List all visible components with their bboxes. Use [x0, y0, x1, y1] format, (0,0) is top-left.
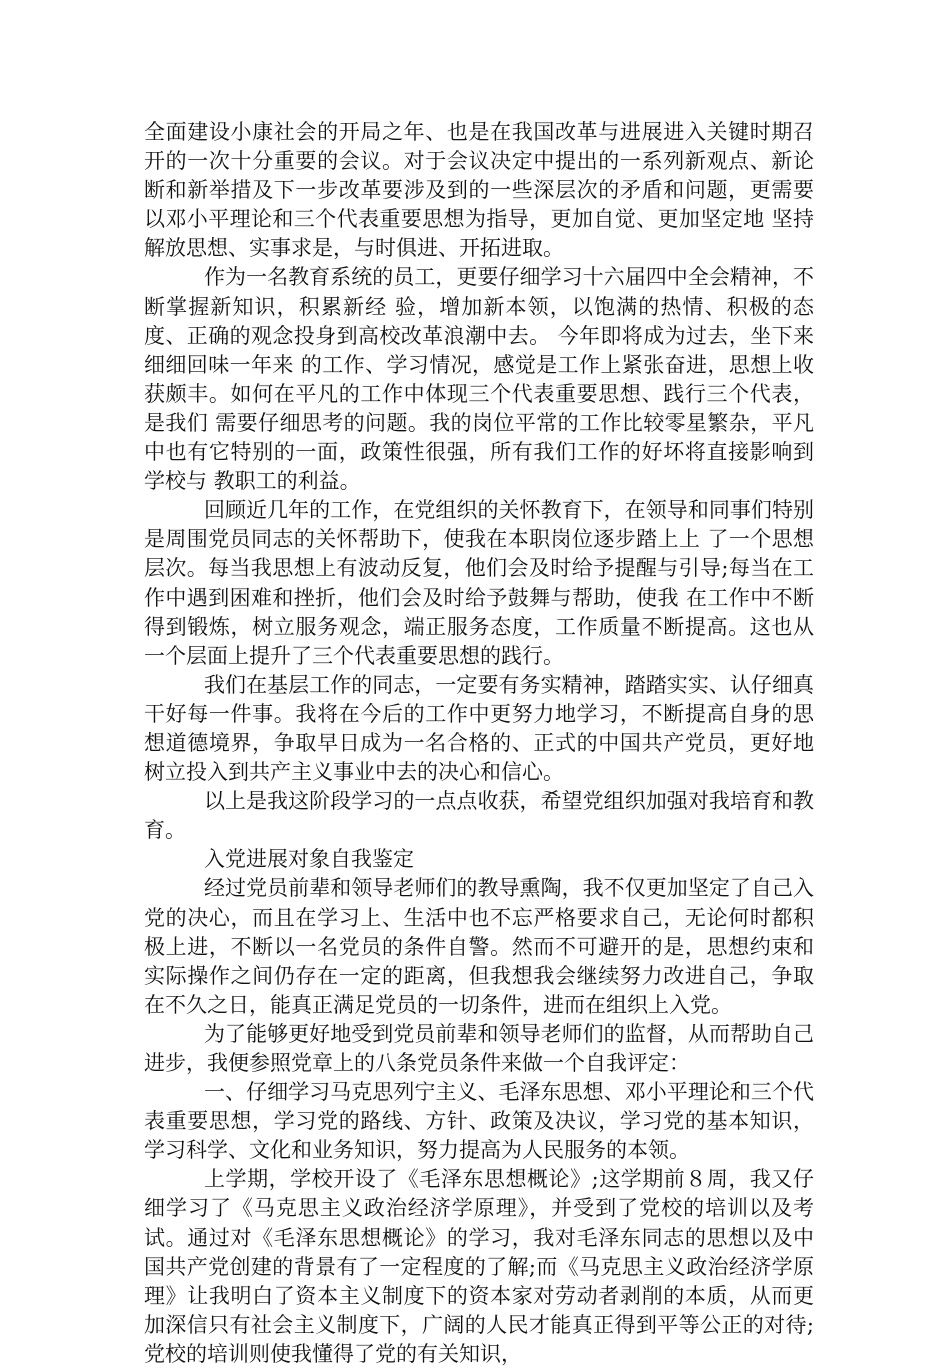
paragraph: 全面建设小康社会的开局之年、也是在我国改革与进展进入关键时期召开的一次十分重要的会议。对于会议决定中提出的一系列新观点、新论 断和新举措及下一步改革要涉及到的一些深层次的矛盾和问题，更需要以邓小平理论和三个代表重要思想为指导，更加自觉、更加坚定地 坚持解放思想、实事求是，与时俱进、开拓进取。	[144, 120, 814, 261]
paragraph: 回顾近几年的工作，在党组织的关怀教育下，在领导和同事们特别是周围党员同志的关怀帮助下，使我在本职岗位逐步踏上上 了一个思想层次。每当我思想上有波动反复，他们会及时给予提醒与引导;每当在工作中遇到困难和挫折，他们会及时给予鼓舞与帮助，使我 在工作中不断得到锻炼，树立服务观念，端正服务态度，工作质量不断提高。这也从一个层面上提升了三个代表重要思想的践行。	[144, 498, 814, 668]
paragraph: 上学期，学校开设了《毛泽东思想概论》;这学期前８周，我又仔细学习了《马克思主义政治经济学原理》，并受到了党校的培训以及考试。通过对《毛泽东思想概论》的学习，我对毛泽东同志的思想以及中国共产党创建的背景有了一定程度的了解;而《马克思主义政治经济学原理》让我明白了资本主义制度下的资本家对劳动者剥削的本质，从而更加深信只有社会主义制度下，广阔的人民才能真正得到平等公正的对待;党校的培训则使我懂得了党的有关知识，	[144, 1167, 814, 1366]
paragraph: 以上是我这阶段学习的一点点收获，希望党组织加强对我培育和教育。	[144, 789, 814, 843]
paragraph: 作为一名教育系统的员工，更要仔细学习十六届四中全会精神，不断掌握新知识，积累新经 验，增加新本领，以饱满的热情、积极的态度、正确的观念投身到高校改革浪潮中去。 今年即将成为过去，坐下来细细回味一年来 的工作、学习情况，感觉是工作上紧张奋进，思想上收获颇丰。如何在平凡的工作中体现三个代表重要思想、践行三个代表，是我们 需要仔细思考的问题。我的岗位平常的工作比较零星繁杂，平凡中也有它特别的一面，政策性很强，所有我们工作的好坏将直接影响到学校与 教职工的利益。	[144, 265, 814, 494]
section-heading: 入党进展对象自我鉴定	[204, 847, 414, 872]
paragraph: 为了能够更好地受到党员前辈和领导老师们的监督，从而帮助自己进步，我便参照党章上的八条党员条件来做一个自我评定：	[144, 1021, 814, 1075]
document-body	[144, 118, 814, 1369]
paragraph: 一、仔细学习马克思列宁主义、毛泽东思想、邓小平理论和三个代表重要思想，学习党的路线、方针、政策及决议，学习党的基本知识，学习科学、文化和业务知识，努力提高为人民服务的本领。	[144, 1080, 814, 1163]
paragraph: 我们在基层工作的同志，一定要有务实精神，踏踏实实、认仔细真干好每一件事。我将在今后的工作中更努力地学习，不断提高自身的思想道德境界，争取早日成为一名合格的、正式的中国共产党员，更好地树立投入到共产主义事业中去的决心和信心。	[144, 672, 814, 785]
paragraph: 经过党员前辈和领导老师们的教导熏陶，我不仅更加坚定了自己入党的决心，而且在学习上、生活中也不忘严格要求自己，无论何时都积极上进，不断以一名党员的条件自警。然而不可避开的是，思想约束和实际操作之间仍存在一定的距离，但我想我会继续努力改进自己，争取在不久之日，能真正满足党员的一切条件，进而在组织上入党。	[144, 876, 814, 1017]
